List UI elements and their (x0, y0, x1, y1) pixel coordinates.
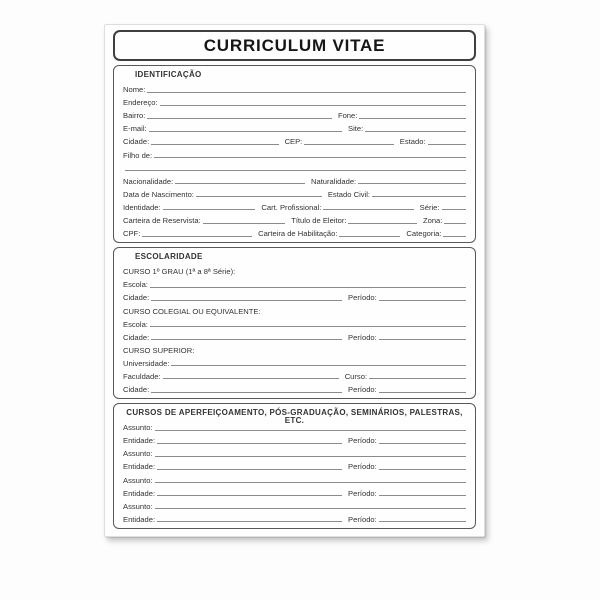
form-row (123, 316, 466, 329)
form-row (123, 186, 466, 199)
blank-line (369, 378, 466, 379)
field-cidade (123, 137, 279, 146)
form-row (123, 276, 466, 289)
field-label: Data de Nascimento: (123, 189, 194, 199)
blank-line (365, 131, 466, 132)
field-label: Site: (348, 124, 364, 134)
blank-line (379, 339, 466, 340)
field-label: Filho de: (123, 150, 153, 160)
field-assunto (123, 476, 466, 485)
field-cart-profissional (255, 203, 413, 212)
blank-line (379, 392, 466, 393)
blank-line (196, 196, 322, 197)
blank-line (151, 144, 278, 145)
blank-line (175, 183, 305, 184)
field-label: Estado Civil: (327, 189, 371, 199)
form-row (123, 120, 466, 133)
field-carteira-de-habilitacao (252, 229, 400, 238)
blank-line (147, 92, 466, 93)
field-e-mail (123, 124, 342, 133)
subsection-title-curso-1-grau-1-a-8-serie: CURSO 1º GRAU (1ª a 8ª Série): (123, 267, 236, 277)
field-label: Assunto: (123, 475, 153, 485)
field-label: CPF: (123, 229, 141, 239)
form-row (123, 381, 466, 394)
field-label: Período: (348, 332, 377, 342)
field-cidade (123, 293, 342, 302)
field-label: Nome: (123, 85, 146, 95)
blank-line (147, 118, 332, 119)
section-header-cursos-de-aperfeicoamento-pos-graduacao-seminarios-palestras-etc: CURSOS DE APERFEIÇOAMENTO, PÓS-GRADUAÇÃO, SEMINÁRIOS, PALESTRAS, ETC. (126, 408, 463, 426)
form-row (123, 160, 466, 173)
form-row (123, 355, 466, 368)
field-periodo (342, 515, 466, 524)
blank-line (443, 236, 466, 237)
form-row (123, 498, 466, 511)
blank-line (157, 469, 342, 470)
blank-line (157, 521, 342, 522)
blank-line (379, 521, 466, 522)
blank-line (323, 209, 413, 210)
blank-line (442, 209, 467, 210)
field-label: Série: (419, 202, 440, 212)
field-periodo (342, 489, 466, 498)
field-label: Curso: (344, 371, 368, 381)
field-curso (339, 372, 466, 381)
blank-line (157, 495, 342, 496)
form-row (123, 511, 466, 524)
section-header-escolaridade: ESCOLARIDADE (135, 252, 203, 262)
blank-line (428, 144, 466, 145)
field-label: Estado: (399, 137, 426, 147)
field-assunto (123, 449, 466, 458)
field-categoria (400, 229, 466, 238)
form-row (123, 445, 466, 458)
field-label: Fone: (337, 111, 358, 121)
field-site (342, 124, 466, 133)
blank-line (203, 223, 286, 224)
form-row (123, 485, 466, 498)
field-endereco (123, 98, 466, 107)
subsection-title-curso-superior: CURSO SUPERIOR: (123, 345, 195, 355)
field-periodo (342, 385, 466, 394)
field-identidade (123, 203, 255, 212)
cv-form-sheet (104, 24, 485, 537)
blank-line (348, 223, 416, 224)
field-nome (123, 85, 466, 94)
subsection-title-curso-colegial-ou-equivalente: CURSO COLEGIAL OU EQUIVALENTE: (123, 306, 261, 316)
field-entidade (123, 489, 342, 498)
field-label: Cidade: (123, 332, 150, 342)
form-row (123, 133, 466, 146)
blank-line (163, 209, 256, 210)
field-zona (417, 216, 466, 225)
blank-line (379, 469, 466, 470)
field-cep (279, 137, 394, 146)
field-cidade (123, 333, 342, 342)
field-label: E-mail: (123, 124, 147, 134)
field-titulo-de-eleitor (285, 216, 417, 225)
blank-line (155, 482, 466, 483)
blank-line (163, 378, 339, 379)
blank-line (171, 365, 466, 366)
form-row (123, 173, 466, 186)
field-carteira-de-reservista (123, 216, 285, 225)
blank-line (359, 118, 466, 119)
field-assunto (123, 423, 466, 432)
field-label: Naturalidade: (310, 176, 357, 186)
blank-line (150, 326, 466, 327)
blank-line (379, 495, 466, 496)
form-row (123, 94, 466, 107)
field-label: Categoria: (406, 229, 442, 239)
field-label: Período: (348, 293, 377, 303)
field-label: Assunto: (123, 449, 153, 459)
blank-line (157, 443, 342, 444)
field-label: Entidade: (123, 436, 156, 446)
field-label: Carteira de Reservista: (123, 216, 201, 226)
form-row (123, 146, 466, 159)
form-row (123, 81, 466, 94)
form-title: CURRICULUM VITAE (203, 35, 386, 55)
form-title-box (113, 30, 476, 61)
continuation-line-field (123, 170, 466, 173)
blank-line (154, 157, 466, 158)
field-label: Assunto: (123, 423, 153, 433)
field-cidade (123, 385, 342, 394)
form-row (123, 368, 466, 381)
field-label: Escola: (123, 319, 148, 329)
field-escola (123, 280, 466, 289)
blank-line (358, 183, 466, 184)
field-label: Entidade: (123, 462, 156, 472)
field-nacionalidade (123, 177, 305, 186)
field-estado-civil (322, 190, 466, 199)
blank-line (149, 131, 342, 132)
field-label: Cart. Profissional: (261, 202, 322, 212)
blank-line (379, 443, 466, 444)
field-label: Entidade: (123, 514, 156, 524)
form-row (123, 107, 466, 120)
form-row (123, 329, 466, 342)
field-label: Zona: (422, 216, 443, 226)
field-label: Faculdade: (123, 371, 161, 381)
blank-line (155, 456, 466, 457)
blank-line (160, 105, 466, 106)
field-label: Escola: (123, 280, 148, 290)
field-estado (394, 137, 466, 146)
form-row (123, 199, 466, 212)
field-label: Cidade: (123, 293, 150, 303)
form-row (123, 471, 466, 484)
field-fone (332, 111, 466, 120)
blank-line (444, 223, 466, 224)
field-label: Bairro: (123, 111, 146, 121)
blank-line (125, 170, 466, 171)
form-row (123, 458, 466, 471)
field-filho-de (123, 151, 466, 160)
field-label: Assunto: (123, 501, 153, 511)
field-faculdade (123, 372, 339, 381)
section-cursos-de-aperfeicoamento-pos-graduacao-seminarios-palestras-etc (113, 403, 476, 529)
field-label: Nacionalidade: (123, 176, 174, 186)
field-entidade (123, 515, 342, 524)
field-escola (123, 320, 466, 329)
field-serie (414, 203, 466, 212)
blank-line (304, 144, 394, 145)
blank-line (142, 236, 252, 237)
blank-line (379, 300, 466, 301)
section-escolaridade (113, 247, 476, 399)
blank-line (339, 236, 400, 237)
field-periodo (342, 293, 466, 302)
section-header-identificacao: IDENTIFICAÇÃO (135, 70, 202, 79)
blank-line (151, 392, 342, 393)
field-label: Título de Eleitor: (291, 216, 347, 226)
field-label: Identidade: (123, 202, 161, 212)
field-naturalidade (305, 177, 466, 186)
field-label: Cidade: (123, 385, 150, 395)
form-row (123, 289, 466, 302)
field-periodo (342, 462, 466, 471)
section-identificacao (113, 65, 476, 243)
blank-line (151, 339, 342, 340)
field-label: Endereço: (123, 98, 158, 108)
field-entidade (123, 436, 342, 445)
field-label: Entidade: (123, 488, 156, 498)
form-row (123, 212, 466, 225)
form-row (123, 432, 466, 445)
blank-line (151, 300, 342, 301)
field-periodo (342, 436, 466, 445)
blank-line (372, 196, 466, 197)
field-label: Carteira de Habilitação: (258, 229, 338, 239)
field-label: Período: (348, 385, 377, 395)
field-label: Universidade: (123, 358, 170, 368)
field-universidade (123, 359, 466, 368)
field-label: Cidade: (123, 137, 150, 147)
field-data-de-nascimento (123, 190, 322, 199)
form-sections (113, 65, 476, 529)
field-label: Período: (348, 462, 377, 472)
field-assunto (123, 502, 466, 511)
field-cpf (123, 229, 252, 238)
field-periodo (342, 333, 466, 342)
blank-line (155, 508, 466, 509)
blank-line (155, 430, 466, 431)
field-label: Período: (348, 436, 377, 446)
field-label: CEP: (284, 137, 303, 147)
blank-line (150, 287, 466, 288)
field-label: Período: (348, 488, 377, 498)
form-row (123, 225, 466, 238)
field-label: Período: (348, 514, 377, 524)
field-entidade (123, 462, 342, 471)
field-bairro (123, 111, 332, 120)
